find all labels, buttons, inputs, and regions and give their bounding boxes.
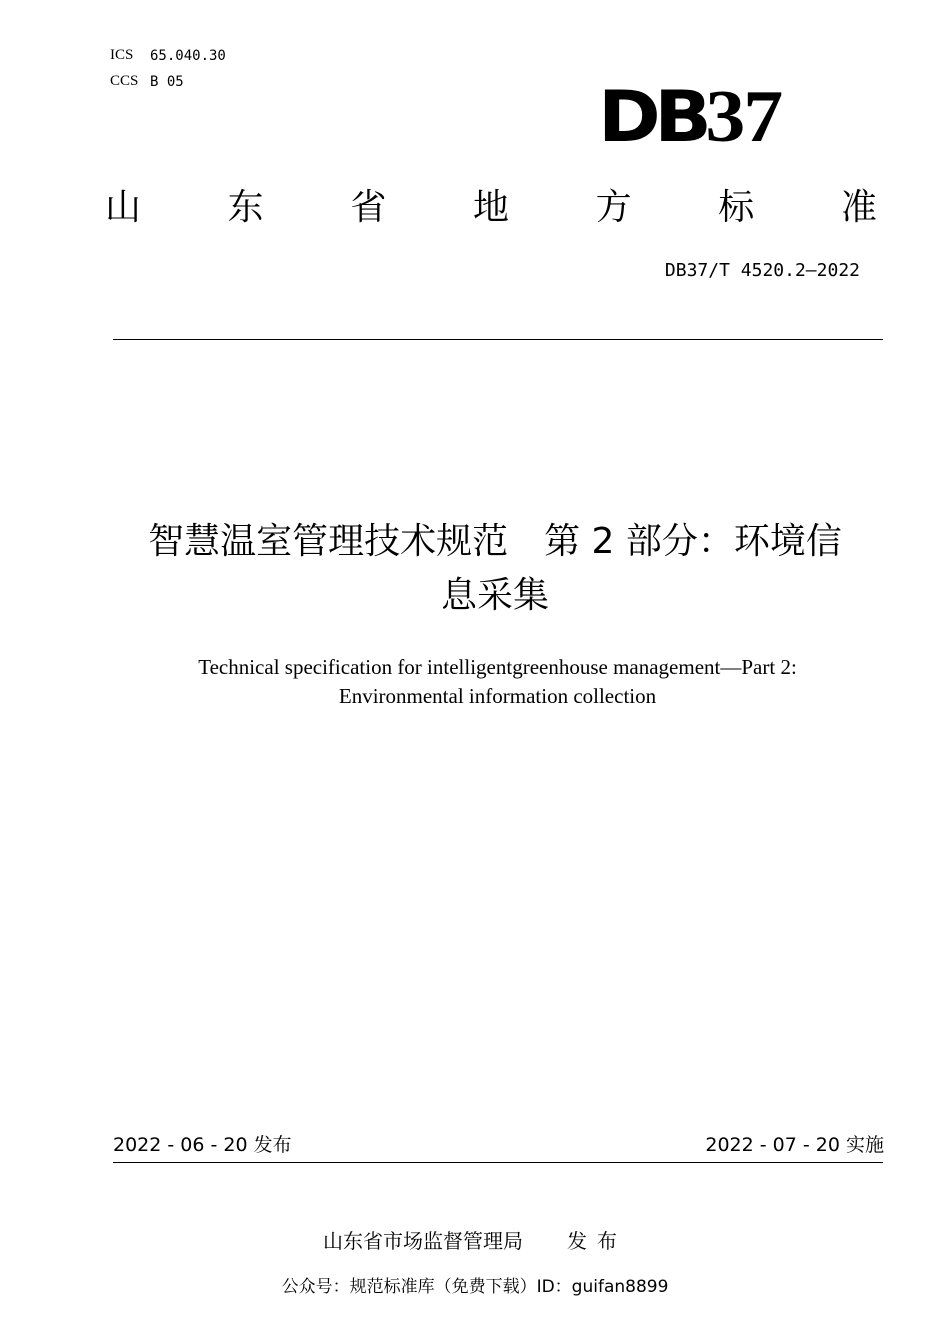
title-english-line-1: Technical specification for intelligentgreenhouse management—Part 2:	[198, 655, 797, 679]
standard-type-char: 山	[105, 187, 142, 228]
ccs-code: B 05	[150, 74, 184, 90]
ics-code: 65.040.30	[150, 48, 226, 64]
title-english	[100, 653, 895, 711]
title-english-line-2: Environmental information collection	[338, 684, 657, 708]
title-chinese	[100, 515, 890, 623]
issue-date: 2022 - 06 - 20 发布	[113, 1134, 292, 1156]
standard-type-char: 地	[472, 187, 509, 228]
title-chinese-line-2: 息采集	[440, 575, 549, 616]
standard-type-char: 方	[595, 187, 632, 228]
logo-prefix: DB	[598, 76, 706, 158]
db37-logo	[598, 78, 829, 156]
standard-type-char: 省	[350, 187, 387, 228]
standard-type-char: 准	[840, 187, 877, 228]
publisher-action: 发布	[567, 1229, 627, 1253]
publisher-name: 山东省市场监督管理局	[323, 1229, 523, 1253]
logo-number: 37	[705, 76, 782, 158]
footer-divider	[113, 1162, 883, 1163]
standard-type-char: 东	[227, 187, 264, 228]
standard-number: DB37/T 4520.2—2022	[664, 260, 860, 281]
footer-note: 公众号：规范标准库（免费下载）ID：guifan8899	[281, 1277, 669, 1297]
header-divider	[113, 339, 883, 340]
implementation-date: 2022 - 07 - 20 实施	[705, 1134, 884, 1156]
standard-type-char: 标	[718, 187, 755, 228]
ccs-label: CCS	[110, 73, 139, 89]
publisher-line	[0, 1226, 950, 1256]
standard-type-heading	[105, 182, 877, 234]
ics-label: ICS	[110, 47, 134, 63]
title-chinese-line-1: 智慧温室管理技术规范 第 2 部分：环境信	[148, 521, 842, 562]
